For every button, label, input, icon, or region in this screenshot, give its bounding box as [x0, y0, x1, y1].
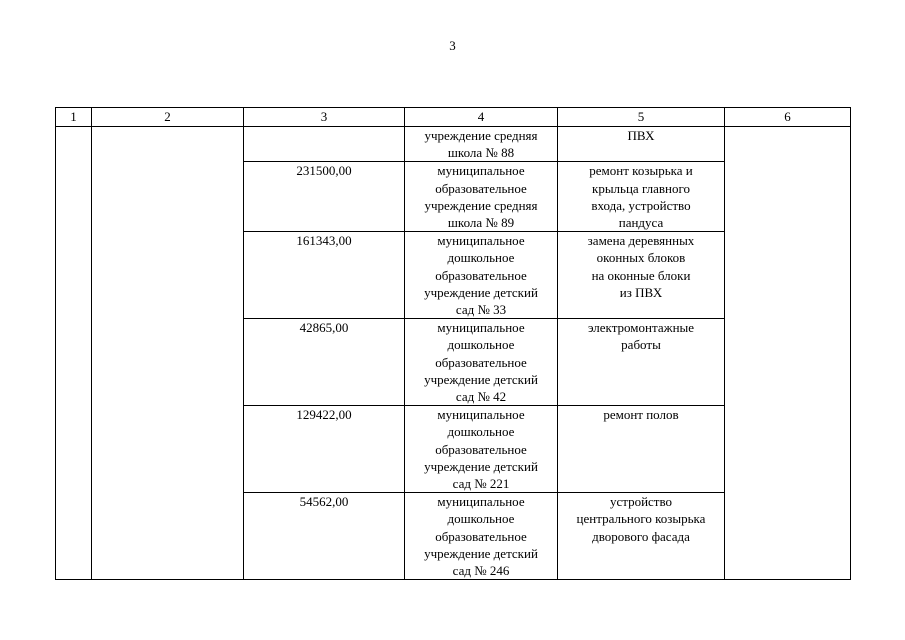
work-line: замена деревянных	[587, 233, 695, 249]
institution-cell	[405, 127, 558, 162]
institution-line: муниципальное	[437, 320, 525, 336]
institution-line: дошкольное	[447, 337, 515, 353]
col-2-cell	[92, 127, 244, 580]
table-row	[56, 127, 851, 162]
work-line: работы	[621, 337, 661, 353]
col-1-cell	[56, 127, 92, 580]
work-description-cell	[558, 319, 725, 406]
institution-line: образовательное	[435, 528, 527, 544]
institution-cell	[405, 406, 558, 493]
work-description-cell	[558, 127, 725, 162]
page-number: 3	[449, 38, 456, 53]
institution-line: образовательное	[435, 267, 527, 283]
institution-line: муниципальное	[437, 233, 525, 249]
table-header	[56, 108, 851, 127]
institution-line: муниципальное	[437, 407, 525, 423]
institution-line: школа № 89	[447, 215, 515, 231]
header-col-4: 4	[405, 108, 558, 127]
institution-line: муниципальное	[437, 163, 525, 179]
institution-line: дошкольное	[447, 250, 515, 266]
work-description-cell	[558, 162, 725, 232]
header-col-1: 1	[56, 108, 92, 127]
institution-line: сад № 33	[455, 302, 507, 318]
amount-cell: 161343,00	[244, 232, 405, 319]
amount-cell	[244, 127, 405, 162]
institution-line: сад № 42	[455, 389, 507, 405]
work-line: ПВХ	[627, 128, 655, 143]
institution-cell	[405, 232, 558, 319]
institution-line: сад № 246	[452, 563, 510, 579]
header-row	[56, 108, 851, 127]
institution-line: учреждение средняя	[424, 128, 538, 143]
work-line: устройство	[609, 494, 673, 510]
amount-cell: 54562,00	[244, 493, 405, 580]
header-col-6: 6	[725, 108, 851, 127]
institution-line: образовательное	[435, 441, 527, 457]
work-description-cell	[558, 232, 725, 319]
institution-line: учреждение детский	[424, 284, 538, 300]
institution-line: дошкольное	[447, 511, 515, 527]
work-description-cell	[558, 493, 725, 580]
work-line: дворового фасада	[592, 528, 690, 544]
work-line: входа, устройство	[591, 197, 691, 213]
work-line: на оконные блоки	[591, 267, 691, 283]
work-line: ремонт полов	[603, 407, 679, 423]
institution-line: учреждение средняя	[424, 197, 538, 213]
institution-line: образовательное	[435, 354, 527, 370]
institution-line: муниципальное	[437, 494, 525, 510]
institution-line: учреждение детский	[424, 545, 538, 561]
work-description-cell	[558, 406, 725, 493]
institution-cell	[405, 162, 558, 232]
header-col-2: 2	[92, 108, 244, 127]
header-col-3: 3	[244, 108, 405, 127]
work-line: центрального козырька	[576, 511, 706, 527]
work-line: ремонт козырька и	[589, 163, 693, 179]
amount-cell: 42865,00	[244, 319, 405, 406]
header-col-5: 5	[558, 108, 725, 127]
table-body	[56, 127, 851, 580]
institution-line: образовательное	[435, 180, 527, 196]
institution-cell	[405, 319, 558, 406]
work-line: электромонтажные	[587, 320, 695, 336]
institution-cell	[405, 493, 558, 580]
amount-cell: 129422,00	[244, 406, 405, 493]
institution-line: школа № 88	[447, 145, 515, 161]
work-line: оконных блоков	[596, 250, 686, 266]
institution-line: учреждение детский	[424, 371, 538, 387]
budget-table	[55, 107, 851, 580]
institution-line: сад № 221	[452, 476, 510, 492]
amount-cell: 231500,00	[244, 162, 405, 232]
institution-line: дошкольное	[447, 424, 515, 440]
work-line: крыльца главного	[592, 180, 690, 196]
work-line: пандуса	[618, 215, 664, 231]
institution-line: учреждение детский	[424, 458, 538, 474]
work-line: из ПВХ	[619, 284, 663, 300]
col-6-cell	[725, 127, 851, 580]
